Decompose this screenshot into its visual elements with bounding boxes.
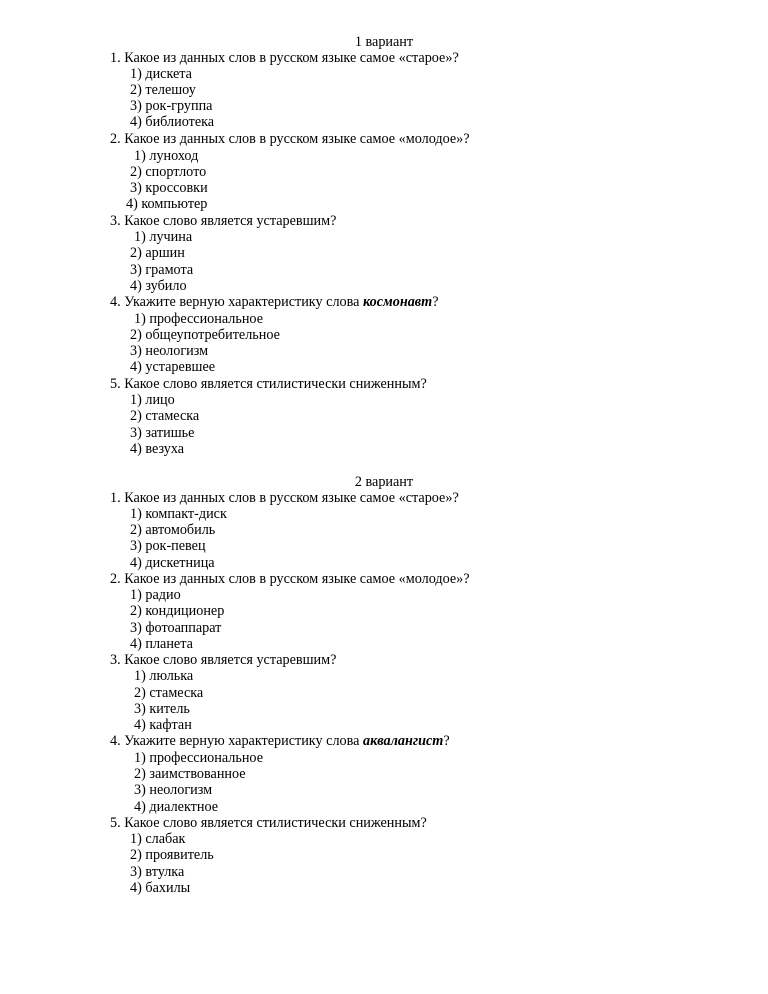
v2-q4-text: 4. Укажите верную характеристику слова (110, 733, 363, 749)
v2-question-3: 3. Какое слово является устаревшим? (110, 652, 337, 668)
v1-question-1: 1. Какое из данных слов в русском языке самое «старое»? (110, 50, 459, 66)
v2-q3-option-4: 4) кафтан (134, 717, 192, 733)
v2-q2-option-4: 4) планета (130, 636, 193, 652)
v1-q5-option-4: 4) везуха (130, 441, 185, 457)
v1-q1-option-2: 2) телешоу (130, 82, 196, 98)
v1-q4-option-1: 1) профессиональное (134, 311, 263, 327)
variant-2-title: 2 вариант (354, 474, 414, 490)
v1-q3-option-1: 1) лучина (134, 229, 193, 245)
v2-q3-option-1: 1) люлька (134, 668, 194, 684)
variant-1-title: 1 вариант (354, 34, 414, 50)
v1-q5-option-2: 2) стамеска (130, 408, 200, 424)
v2-q1-option-1: 1) компакт-диск (130, 506, 227, 522)
v2-q3-option-2: 2) стамеска (134, 685, 204, 701)
v2-question-2: 2. Какое из данных слов в русском языке самое «молодое»? (110, 571, 470, 587)
v1-q2-option-1: 1) луноход (134, 148, 199, 164)
v2-q1-option-4: 4) дискетница (130, 555, 215, 571)
v1-q2-option-2: 2) спортлото (130, 164, 207, 180)
v1-q3-option-2: 2) аршин (130, 245, 185, 261)
v1-q5-option-1: 1) лицо (130, 392, 175, 408)
v2-q4-option-4: 4) диалектное (134, 799, 219, 815)
v2-q1-option-2: 2) автомобиль (130, 522, 216, 538)
v1-q3-option-4: 4) зубило (130, 278, 187, 294)
v2-q5-option-4: 4) бахилы (130, 880, 191, 896)
v1-q4-option-4: 4) устаревшее (130, 359, 216, 375)
v2-question-4 (110, 733, 450, 749)
v1-q4-text: 4. Укажите верную характеристику слова (110, 294, 363, 310)
v1-q4-option-3: 3) неологизм (130, 343, 209, 359)
v1-question-2: 2. Какое из данных слов в русском языке самое «молодое»? (110, 131, 470, 147)
v2-q4-mark: ? (443, 733, 450, 749)
v2-q4-option-3: 3) неологизм (134, 782, 213, 798)
v1-q4-option-2: 2) общеупотребительное (130, 327, 280, 343)
v1-question-3: 3. Какое слово является устаревшим? (110, 213, 337, 229)
v2-q2-option-1: 1) радио (130, 587, 181, 603)
v1-q2-option-3: 3) кроссовки (130, 180, 208, 196)
v1-q3-option-3: 3) грамота (130, 262, 194, 278)
v2-q2-option-2: 2) кондиционер (130, 603, 225, 619)
v2-q5-option-1: 1) слабак (130, 831, 186, 847)
v1-q2-option-4: 4) компьютер (126, 196, 208, 212)
v2-q4-option-2: 2) заимствованное (134, 766, 246, 782)
v1-question-4 (110, 294, 439, 310)
v1-q4-keyword: космонавт (362, 294, 433, 310)
v2-q4-keyword: аквалангист (362, 733, 444, 749)
v2-q1-option-3: 3) рок-певец (130, 538, 206, 554)
v1-q1-option-1: 1) дискета (130, 66, 192, 82)
v1-question-5: 5. Какое слово является стилистически сниженным? (110, 376, 427, 392)
v1-q5-option-3: 3) затишье (130, 425, 195, 441)
v2-q4-option-1: 1) профессиональное (134, 750, 263, 766)
v2-question-1: 1. Какое из данных слов в русском языке самое «старое»? (110, 490, 459, 506)
v2-q5-option-2: 2) проявитель (130, 847, 214, 863)
v2-q5-option-3: 3) втулка (130, 864, 185, 880)
v1-q4-mark: ? (432, 294, 439, 310)
v2-question-5: 5. Какое слово является стилистически сниженным? (110, 815, 427, 831)
v1-q1-option-3: 3) рок-группа (130, 98, 213, 114)
v2-q3-option-3: 3) китель (134, 701, 190, 717)
v1-q1-option-4: 4) библиотека (130, 114, 215, 130)
v2-q2-option-3: 3) фотоаппарат (130, 620, 222, 636)
